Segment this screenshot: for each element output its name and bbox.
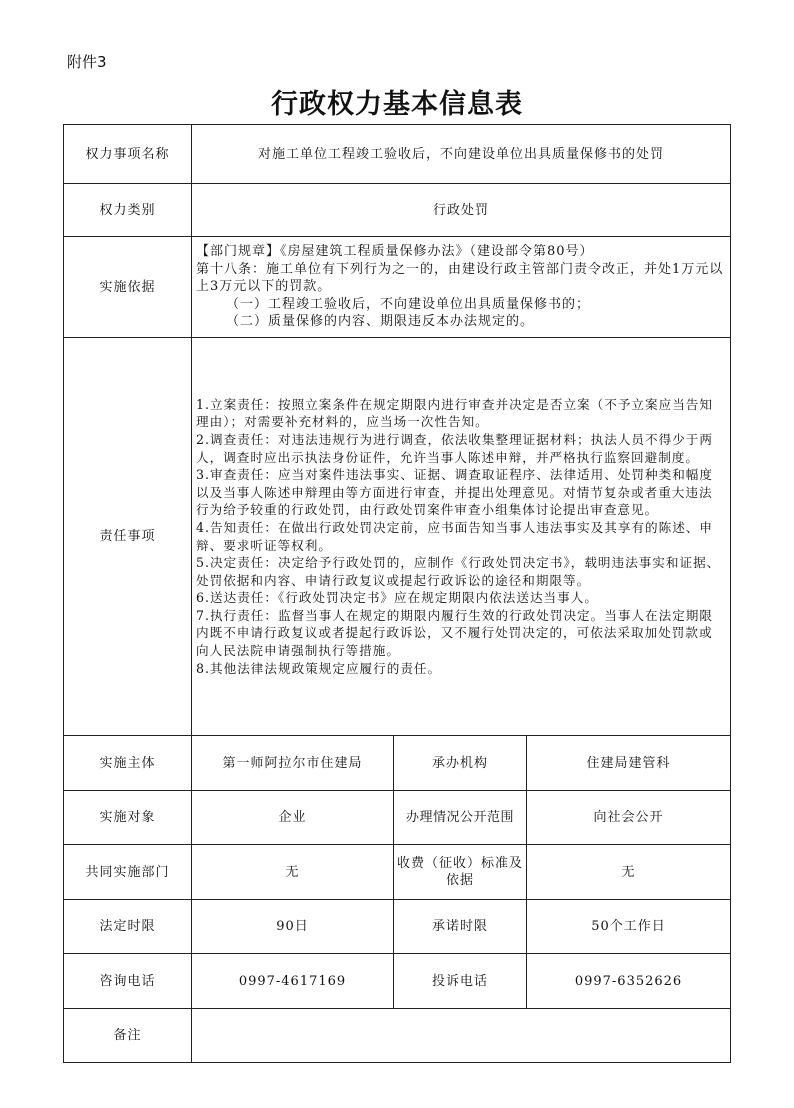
fee-label: 收费（征收）标准及依据 xyxy=(394,845,527,900)
responsibility-item: 6.送达责任：《行政处罚决定书》应在规定期限内依法送达当事人。 xyxy=(196,590,598,606)
page-title: 行政权力基本信息表 xyxy=(271,89,523,120)
responsibilities-value xyxy=(192,338,731,736)
table-row-category xyxy=(64,184,731,237)
table-row-joint xyxy=(64,845,731,900)
joint-label: 共同实施部门 xyxy=(64,845,192,900)
item-name-value: 对施工单位工程竣工验收后，不向建设单位出具质量保修书的处罚 xyxy=(192,125,731,184)
target-label: 实施对象 xyxy=(64,791,192,845)
basis-label: 实施依据 xyxy=(64,237,192,338)
table-row-responsibilities xyxy=(64,338,731,736)
responsibility-item: 8.其他法律法规政策规定应履行的责任。 xyxy=(196,660,442,676)
responsibility-item: 7.执行责任：监督当事人在规定的期限内履行生效的行政处罚决定。当事人在法定期限内既不申请行政复议或者提起行政诉讼，又不履行处罚决定的，可依法采取加处罚款或向人民法院申请强制执行等措施。 xyxy=(196,607,713,659)
table-row-basis xyxy=(64,237,731,338)
table-row-subject xyxy=(64,736,731,791)
consult-phone-label: 咨询电话 xyxy=(64,954,192,1009)
agency-label: 承办机构 xyxy=(394,736,527,791)
basis-line: 第十八条：施工单位有下列行为之一的，由建设行政主管部门责令改正，并处1万元以上3万元以下的罚款。 xyxy=(196,261,724,295)
promised-limit-label: 承诺时限 xyxy=(394,900,527,954)
consult-phone-value: 0997-4617169 xyxy=(192,954,394,1009)
attachment-label: 附件3 xyxy=(67,53,107,71)
disclosure-value: 向社会公开 xyxy=(527,791,731,845)
target-value: 企业 xyxy=(192,791,394,845)
disclosure-label: 办理情况公开范围 xyxy=(394,791,527,845)
basis-line: （一）工程竣工验收后，不向建设单位出具质量保修书的； xyxy=(226,296,591,312)
agency-value: 住建局建管科 xyxy=(527,736,731,791)
responsibility-item: 3.审查责任：应当对案件违法事实、证据、调查取证程序、法律适用、处罚种类和幅度以及当事人陈述申辩理由等方面进行审查，并提出处理意见。对情节复杂或者重大违法行为给予较重的行政处罚，由行政处罚案件审查小组集体讨论提出审查意见。 xyxy=(196,467,713,518)
table-row-target xyxy=(64,791,731,845)
promised-limit-value: 50个工作日 xyxy=(527,900,731,954)
subject-label: 实施主体 xyxy=(64,736,192,791)
complaint-phone-label: 投诉电话 xyxy=(394,954,527,1009)
joint-value: 无 xyxy=(192,845,394,900)
responsibilities-label: 责任事项 xyxy=(64,338,192,736)
remarks-label: 备注 xyxy=(64,1009,192,1063)
subject-value: 第一师阿拉尔市住建局 xyxy=(192,736,394,791)
legal-limit-label: 法定时限 xyxy=(64,900,192,954)
table-row-time-limit xyxy=(64,900,731,954)
remarks-value xyxy=(192,1009,731,1063)
info-table xyxy=(63,124,731,1063)
category-label: 权力类别 xyxy=(64,184,192,237)
responsibility-item: 5.决定责任：决定给予行政处罚的，应制作《行政处罚决定书》，载明违法事实和证据、处罚依据和内容、申请行政复议或提起行政诉讼的途径和期限等。 xyxy=(196,555,721,588)
item-name-label: 权力事项名称 xyxy=(64,125,192,184)
responsibility-item: 1.立案责任：按照立案条件在规定期限内进行审查并决定是否立案（不予立案应当告知理由）；对需要补充材料的，应当场一次性告知。 xyxy=(196,396,713,430)
responsibility-item: 4.告知责任：在做出行政处罚决定前，应书面告知当事人违法事实及其享有的陈述、申辩、要求听证等权利。 xyxy=(196,519,713,553)
basis-value xyxy=(192,237,731,338)
table-row-phone xyxy=(64,954,731,1009)
basis-line: 【部门规章】《房屋建筑工程质量保修办法》（建设部令第80号） xyxy=(196,244,594,260)
basis-line: （二）质量保修的内容、期限违反本办法规定的。 xyxy=(226,314,535,330)
complaint-phone-value: 0997-6352626 xyxy=(527,954,731,1009)
legal-limit-value: 90日 xyxy=(192,900,394,954)
table-row-remarks xyxy=(64,1009,731,1063)
category-value: 行政处罚 xyxy=(192,184,731,237)
fee-value: 无 xyxy=(527,845,731,900)
table-row-item-name xyxy=(64,125,731,184)
responsibility-item: 2.调查责任：对违法违规行为进行调查，依法收集整理证据材料；执法人员不得少于两人，调查时应出示执法身份证件，允许当事人陈述申辩，并严格执行监察回避制度。 xyxy=(196,431,713,465)
